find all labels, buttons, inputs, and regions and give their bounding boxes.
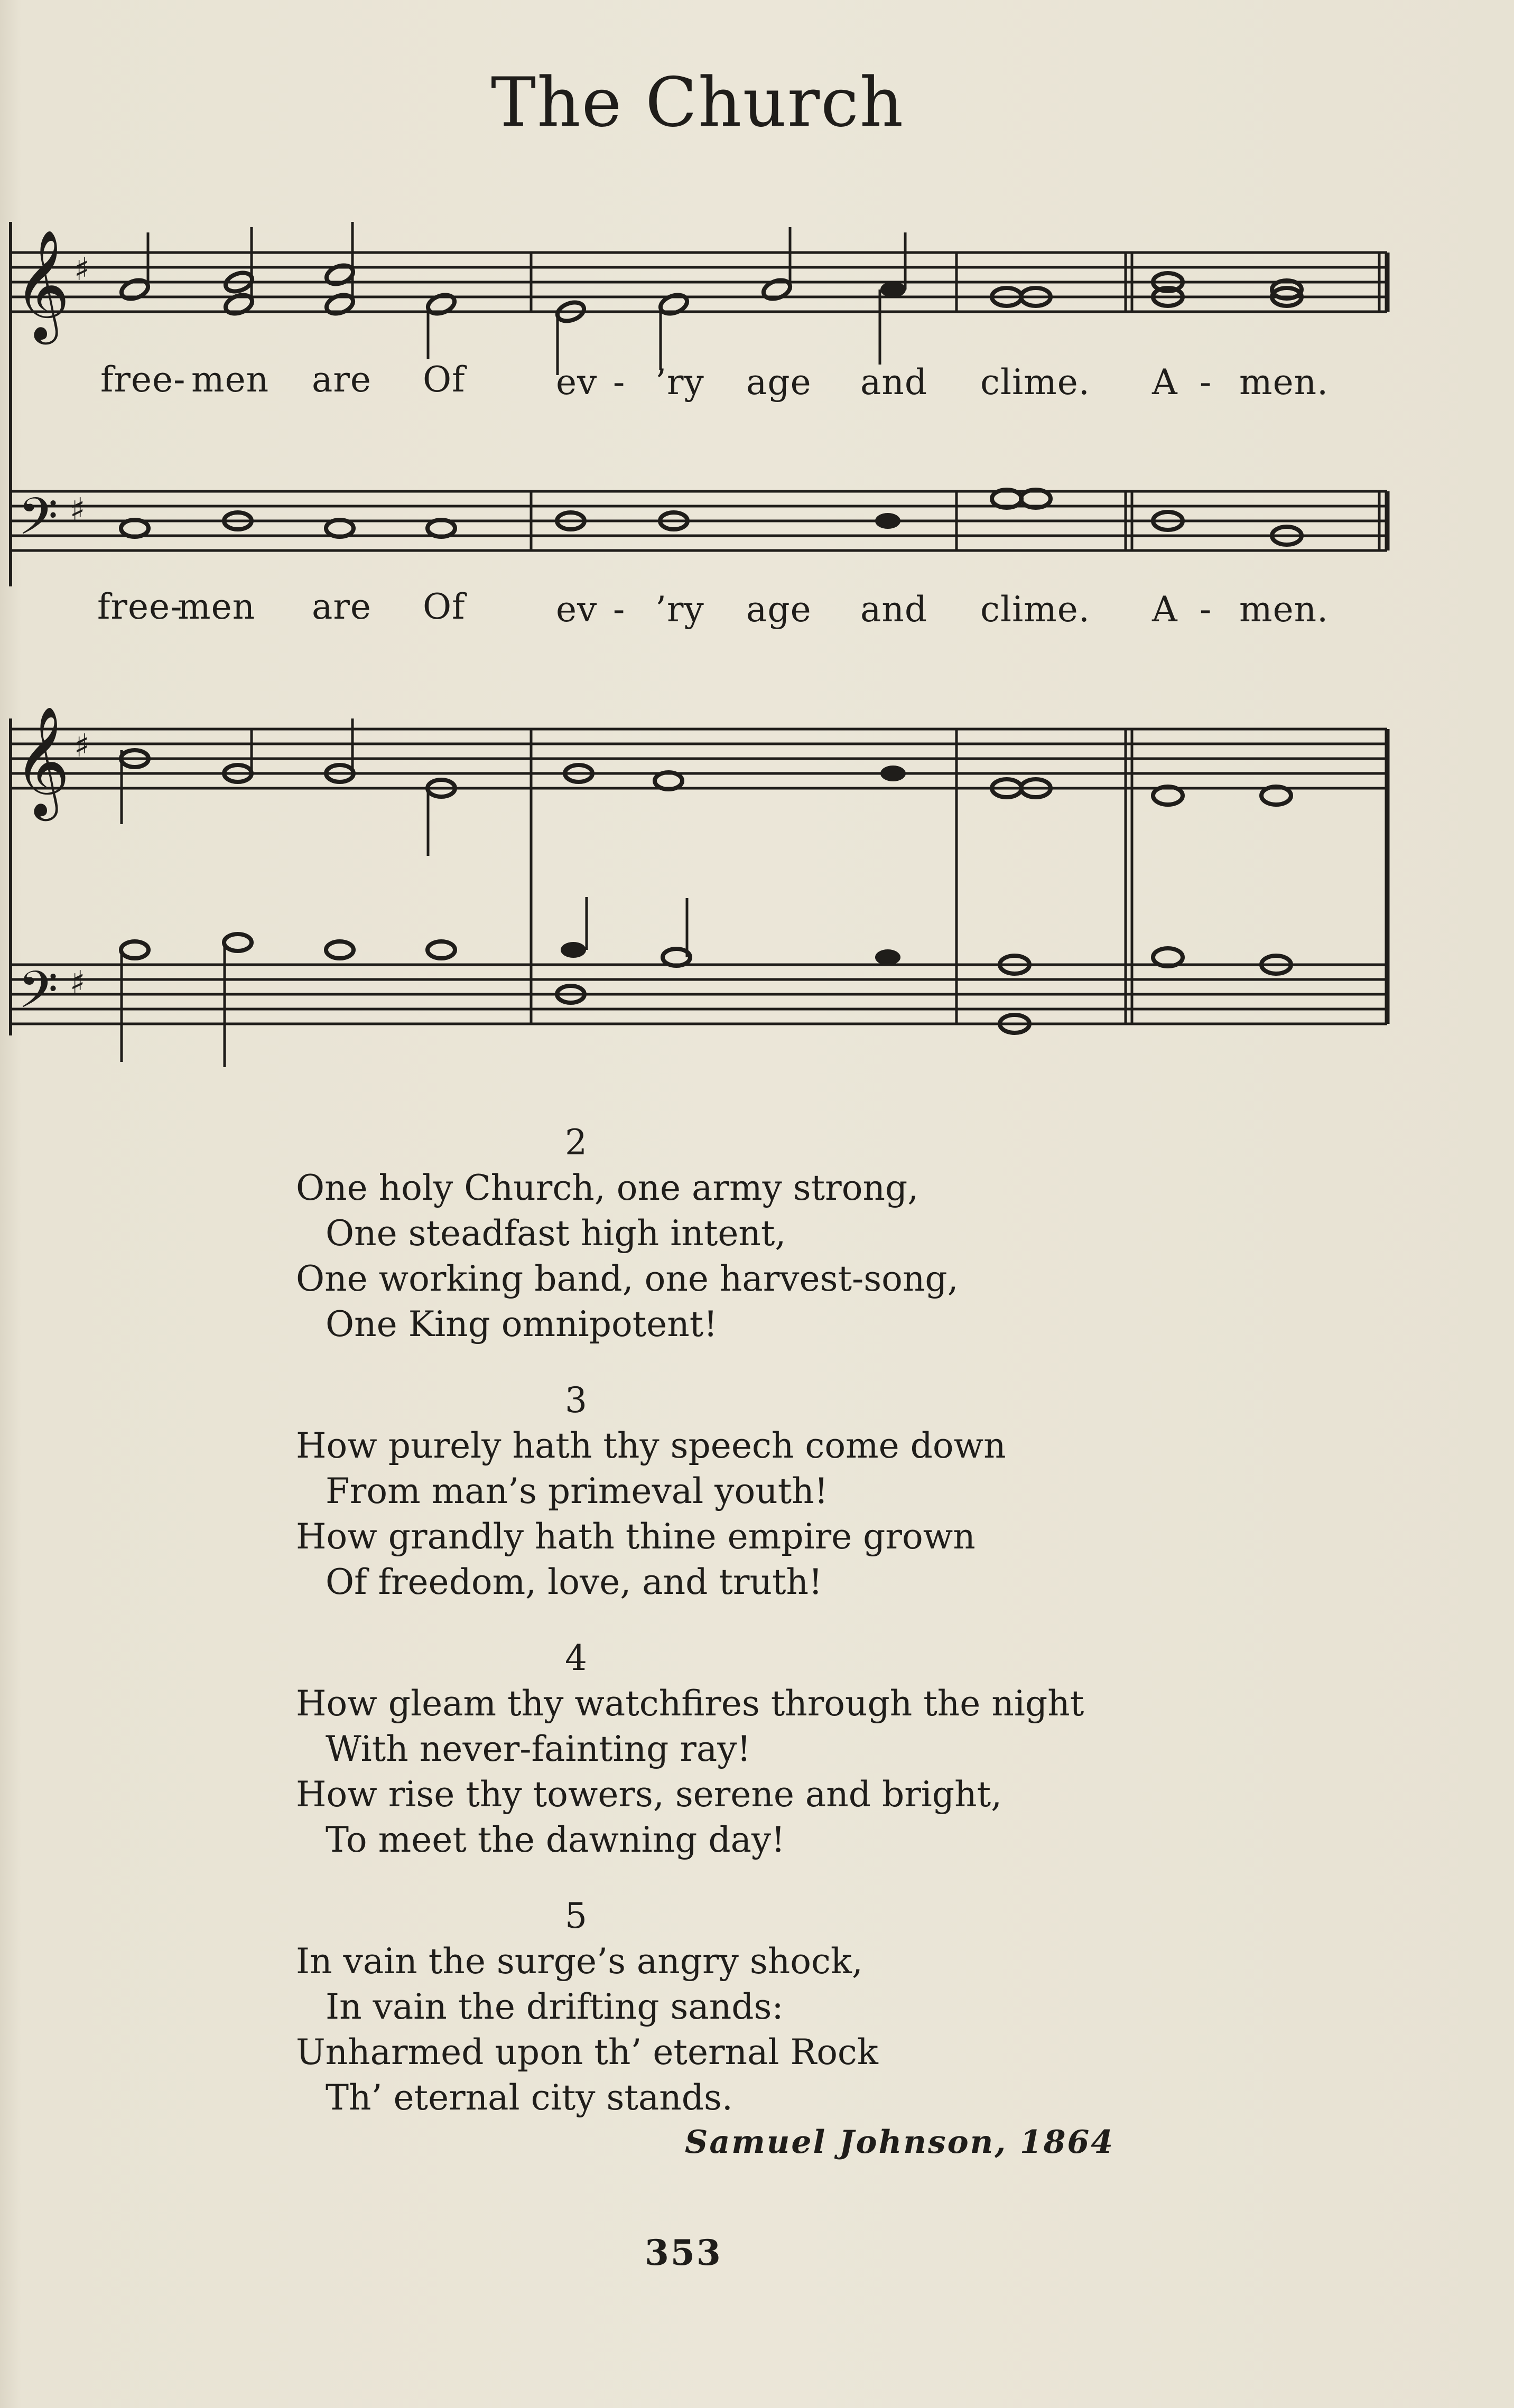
verse-line: How grandly hath thine empire grown — [296, 1516, 976, 1557]
sheet-music — [0, 0, 1514, 1109]
treble-lyric-8: age — [746, 362, 812, 403]
treble-lyric-7: ’ry — [655, 362, 704, 403]
bass-clef-icon: 𝄢 — [18, 959, 58, 1032]
verse-line: One working band, one harvest-song, — [296, 1258, 959, 1299]
treble-lyric-2: men — [191, 359, 270, 400]
treble-clef-icon: 𝄞 — [14, 706, 70, 816]
verse-line: Th’ eternal city stands. — [326, 2077, 733, 2118]
verses — [296, 1120, 1141, 2151]
verse-line: How gleam thy watchfires through the night — [296, 1683, 1084, 1724]
treble-lyric-1: free- — [100, 359, 186, 400]
verse-line: In vain the drifting sands: — [326, 1986, 784, 2027]
bass-lyric-6: - — [613, 589, 626, 630]
author-credit: Samuel Johnson, 1864 — [685, 2124, 1115, 2161]
bass-lyric-12: - — [1200, 589, 1212, 630]
page-number: 353 — [645, 2232, 722, 2273]
verse-line: One King omnipotent! — [326, 1304, 718, 1345]
sharp-icon: ♯ — [74, 727, 90, 764]
bass-lyric-8: age — [746, 589, 812, 630]
bass-clef-icon: 𝄢 — [18, 486, 58, 559]
treble-clef-icon: 𝄞 — [14, 229, 70, 340]
stems — [122, 222, 905, 1067]
bass-lyric-4: Of — [423, 586, 466, 627]
sharp-icon: ♯ — [70, 964, 86, 1001]
verse-4 — [296, 1636, 1141, 1863]
bass-lyric-1: free- — [97, 586, 183, 627]
verse-5 — [296, 1893, 1141, 2121]
hymn-title: The Church — [490, 63, 905, 142]
staff-system-2 — [11, 718, 1387, 1035]
verse-line: From man’s primeval youth! — [326, 1471, 829, 1511]
verse-line: With never-fainting ray! — [326, 1729, 751, 1769]
verse-line: One holy Church, one army strong, — [296, 1168, 919, 1208]
verse-line: Unharmed upon th’ eternal Rock — [296, 2032, 878, 2073]
verse-2 — [296, 1120, 1141, 1347]
verse-line: Of freedom, love, and truth! — [326, 1562, 823, 1602]
bass-lyric-13: men. — [1239, 589, 1329, 630]
bass-lyric-7: ’ry — [655, 589, 704, 630]
treble-lyric-9: and — [860, 362, 928, 403]
treble-lyric-13: men. — [1239, 362, 1329, 403]
noteheads — [119, 262, 1302, 1033]
verse-number: 4 — [565, 1638, 587, 1678]
treble-lyric-4: Of — [423, 359, 466, 400]
bass-lyric-9: and — [860, 589, 928, 630]
treble-lyric-5: ev — [556, 362, 598, 403]
bass-lyric-3: are — [312, 586, 371, 627]
verse-3 — [296, 1378, 1141, 1605]
treble-lyric-11: A — [1152, 362, 1178, 403]
bass-lyric-2: men — [178, 586, 256, 627]
filled-noteheads — [561, 282, 906, 965]
verse-number: 2 — [565, 1122, 587, 1163]
treble-lyric-10: clime. — [980, 362, 1090, 403]
verse-number: 3 — [565, 1380, 587, 1421]
bass-lyric-10: clime. — [980, 589, 1090, 630]
bass-lyric-11: A — [1152, 589, 1178, 630]
sharp-icon: ♯ — [74, 251, 90, 288]
clefs — [14, 229, 89, 1032]
verse-line: How rise thy towers, serene and bright, — [296, 1774, 1002, 1815]
verse-line: How purely hath thy speech come down — [296, 1425, 1006, 1466]
verse-line: One steadfast high intent, — [326, 1213, 786, 1254]
sharp-icon: ♯ — [70, 491, 86, 528]
treble-lyric-6: - — [613, 362, 626, 403]
treble-lyric-12: - — [1200, 362, 1212, 403]
verse-line: To meet the dawning day! — [326, 1819, 785, 1860]
verse-line: In vain the surge’s angry shock, — [296, 1941, 863, 1982]
bass-lyric-5: ev — [556, 589, 598, 630]
treble-lyric-3: are — [312, 359, 371, 400]
verse-number: 5 — [565, 1896, 587, 1936]
